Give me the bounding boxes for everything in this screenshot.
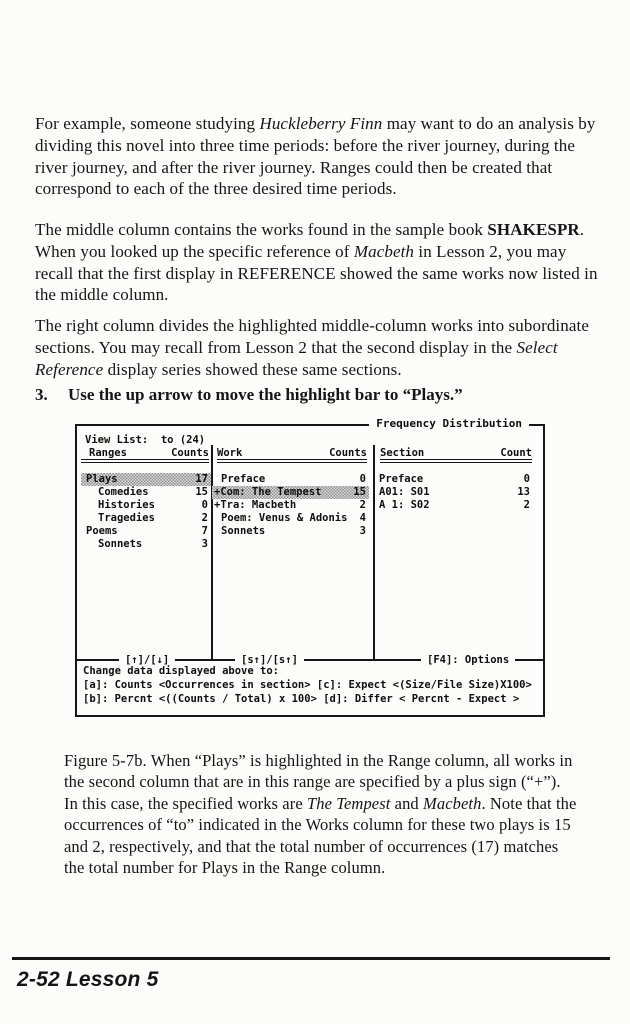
ranges-counts-label: Counts xyxy=(171,447,209,459)
ranges-column-header xyxy=(81,447,209,459)
help-line-counts-expect: [a]: Counts <Occurrences in section> [c]: Expect <(Size/File Size)X100> xyxy=(83,679,532,691)
paragraph-huckleberry xyxy=(35,113,598,200)
row-label: Histories xyxy=(98,499,155,511)
table-row[interactable] xyxy=(81,525,211,538)
book-title-macbeth: Macbeth xyxy=(353,241,415,261)
caption-text: and xyxy=(390,793,424,813)
book-name-shakespr: SHAKESPR xyxy=(487,220,580,239)
row-count: 15 xyxy=(195,486,208,498)
screen-title: Frequency Distribution xyxy=(369,417,529,430)
row-count: 0 xyxy=(523,473,530,485)
work-header-rule xyxy=(217,459,367,463)
table-row[interactable] xyxy=(212,473,369,486)
paragraph-text: display series showed these same sections. xyxy=(103,359,402,379)
caption-text: Figure 5-7b. When “Plays” is highlighted in the Range column, all works in the second column that are in this range are specified by a plus sign (“+”). In this case, the specified works are xyxy=(64,750,573,813)
help-line-percnt-differ: [b]: Percnt <((Counts / Total) x 100> [d]: Differ < Percnt - Expect > xyxy=(83,693,520,705)
help-line-change-data: Change data displayed above to: xyxy=(83,665,279,677)
ranges-row-list xyxy=(81,473,211,551)
table-row[interactable] xyxy=(212,525,369,538)
ranges-header-label: Ranges xyxy=(89,447,127,459)
page-footer-label: 2-52 Lesson 5 xyxy=(17,968,159,991)
section-count-label: Count xyxy=(500,447,532,459)
work-header-label: Work xyxy=(217,447,243,459)
table-row[interactable] xyxy=(212,512,369,525)
paragraph-middle-column xyxy=(35,219,598,306)
ranges-header-rule xyxy=(81,459,209,463)
row-label: A01: S01 xyxy=(379,486,430,498)
row-label: A 1: S02 xyxy=(379,499,430,511)
row-label: Preface xyxy=(221,473,266,485)
frequency-distribution-screen xyxy=(75,417,545,717)
caption-title-macbeth: Macbeth xyxy=(423,793,482,813)
table-row[interactable] xyxy=(81,538,211,551)
paragraph-text: . When you looked up the specific reference of xyxy=(35,220,585,261)
row-count: 15 xyxy=(353,486,366,498)
row-count: 13 xyxy=(517,486,530,498)
row-label: Plays xyxy=(86,473,118,485)
table-row-tempest-highlighted[interactable] xyxy=(212,486,369,499)
step-instruction: Use the up arrow to move the highlight bar to “Plays.” xyxy=(68,385,463,404)
paragraph-text: in Lesson 2, you may recall that the first display in REFERENCE showed the same works now listed in the middle column. xyxy=(35,241,598,305)
work-column-header xyxy=(217,447,367,459)
display-name-select-reference: Select Reference xyxy=(35,337,558,379)
row-count: 2 xyxy=(359,499,366,511)
row-label: +Com: The Tempest xyxy=(214,486,322,498)
row-count: 3 xyxy=(359,525,366,537)
step-number: 3. xyxy=(35,385,48,404)
table-row[interactable] xyxy=(81,512,211,525)
row-label: Preface xyxy=(379,473,424,485)
row-count: 4 xyxy=(359,512,366,524)
work-row-list xyxy=(212,473,369,538)
row-label: Comedies xyxy=(98,486,149,498)
table-row[interactable] xyxy=(377,473,533,486)
row-count: 2 xyxy=(523,499,530,511)
caption-text: . Note that the occurrences of “to” indicated in the Works column for these two plays is 15 and 2, respectively, and that the total number of occurrences (17) matches the total number for Plays in the Range column. xyxy=(64,793,577,877)
row-count: 0 xyxy=(359,473,366,485)
table-row[interactable] xyxy=(377,486,533,499)
view-list-status: View List: to (24) xyxy=(85,434,206,446)
row-label: Sonnets xyxy=(98,538,143,550)
row-label: Tragedies xyxy=(98,512,155,524)
column-separator xyxy=(373,445,375,661)
section-header-rule xyxy=(380,459,532,463)
table-row[interactable] xyxy=(81,486,211,499)
section-header-label: Section xyxy=(380,447,425,459)
paragraph-text: For example, someone studying xyxy=(35,114,260,133)
step-3 xyxy=(35,385,598,405)
paragraph-text: The middle column contains the works found in the sample book xyxy=(35,220,488,239)
paragraph-text: may want to do an analysis by dividing this novel into three time periods: before the river journey, during the river journey, and after the river journey. Ranges could then be created that correspond to each of the three desired time periods. xyxy=(35,114,596,199)
section-row-list xyxy=(377,473,533,512)
row-label: +Tra: Macbeth xyxy=(214,499,297,511)
row-count: 2 xyxy=(201,512,208,524)
table-row[interactable] xyxy=(377,499,533,512)
work-counts-label: Counts xyxy=(329,447,367,459)
row-label: Poem: Venus & Adonis xyxy=(221,512,348,524)
table-row-plays-highlighted[interactable] xyxy=(81,473,211,486)
row-count: 0 xyxy=(201,499,208,511)
shift-arrow-keys-legend: [s↑]/[s↑] xyxy=(235,654,304,666)
row-label: Poems xyxy=(86,525,118,537)
section-column-header xyxy=(380,447,532,459)
table-row[interactable] xyxy=(212,499,369,512)
footer-rule xyxy=(12,957,610,960)
f4-options-legend: [F4]: Options xyxy=(421,654,515,666)
row-label: Sonnets xyxy=(221,525,266,537)
table-row[interactable] xyxy=(81,499,211,512)
row-count: 3 xyxy=(201,538,208,550)
paragraph-right-column xyxy=(35,315,598,380)
paragraph-text: The right column divides the highlighted middle-column works into subordinate sections. You may recall from Lesson 2 that the second display in the xyxy=(35,316,589,357)
row-count: 17 xyxy=(195,473,208,485)
book-title-huckleberry-finn: Huckleberry Finn xyxy=(259,114,383,133)
figure-caption xyxy=(64,750,578,879)
caption-title-tempest: The Tempest xyxy=(306,793,391,813)
screen-body xyxy=(77,426,543,715)
row-count: 7 xyxy=(201,525,208,537)
arrow-keys-legend: [↑]/[↓] xyxy=(119,654,175,666)
